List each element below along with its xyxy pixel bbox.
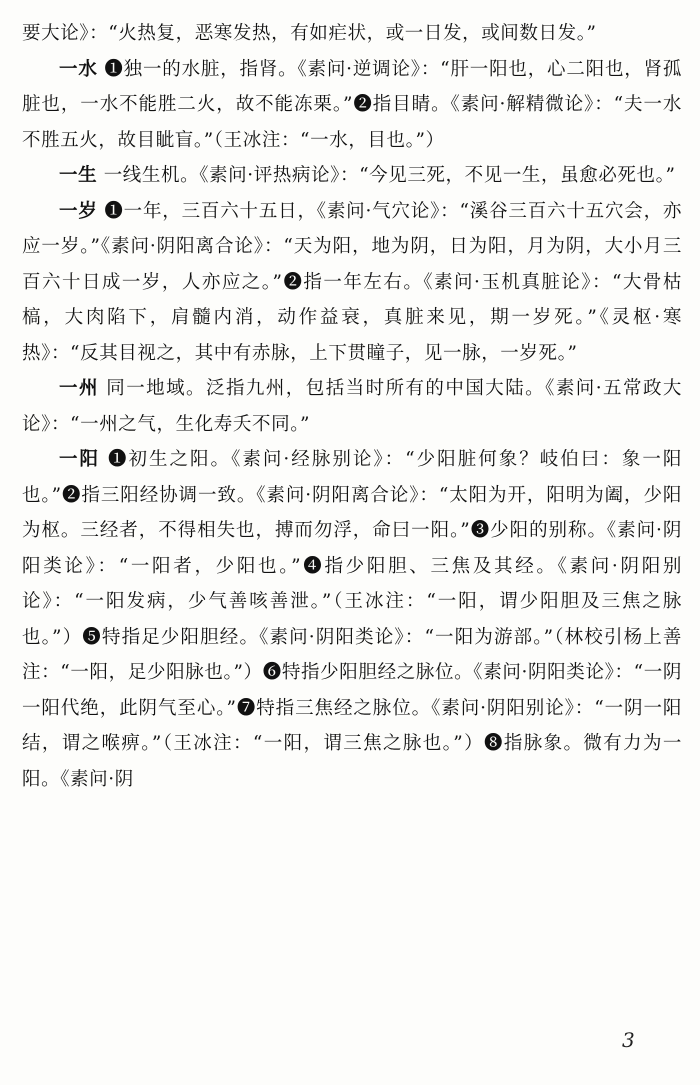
entry-headword: 一州: [59, 378, 99, 399]
entry-text: 一线生机。《素问·评热病论》：“今见三死，不见一生，虽愈必死也。”: [103, 165, 676, 186]
entry-text: 要大论》：“火热复，恶寒发热，有如疟状，或一日发，或间数日发。”: [22, 23, 597, 44]
entry-headword: 一阳: [59, 449, 101, 470]
entry-yiyang: [22, 442, 682, 797]
entry-headword: 一水: [59, 58, 98, 80]
entry-text: ❶独一的水脏，指肾。《素问·逆调论》：“肝一阳也，心二阳也，肾孤脏也，一水不能胜二火，故不能冻栗。”❷指目睛。《素问·解精微论》：“夫一水不胜五火，故目眦盲。”（王冰注：“一水，目也。”）: [22, 58, 683, 151]
entry-text: ❶一年，三百六十五日，《素问·气穴论》：“溪谷三百六十五穴会，亦应一岁。”《素问·阴阳离合论》：“天为阳，地为阴，日为阳，月为阴，大小月三百六十日成一岁，人亦应之。”❷指一年左右。《素问·玉机真脏论》：“大骨枯槁，大肉陷下，肩髓内消，动作益衰，真脏来见，期一岁死。”《灵枢·寒热》：“反其目视之，其中有赤脉，上下贯瞳子，见一脉，一岁死。”: [22, 200, 683, 364]
entry-headword: 一岁: [59, 200, 98, 222]
page-number: 3: [622, 1028, 635, 1052]
entry-yisheng: [22, 158, 682, 194]
entry-yizhou: [22, 371, 682, 442]
entry-yisui: [22, 194, 682, 372]
entry-continuation: [22, 16, 682, 52]
dictionary-page: [22, 16, 682, 797]
entry-headword: 一生: [59, 165, 98, 186]
entry-text: 同一地域。泛指九州，包括当时所有的中国大陆。《素问·五常政大论》：“一州之气，生化寿夭不同。”: [22, 378, 683, 435]
entry-yishui: [22, 52, 682, 159]
entry-text: ❶初生之阳。《素问·经脉别论》：“少阳脏何象？岐伯曰：象一阳也。”❷指三阳经协调一致。《素问·阴阳离合论》：“太阳为开，阳明为阖，少阳为枢。三经者，不得相失也，搏而勿浮，命曰一阳。”❸少阳的别称。《素问·阴阳类论》：“一阳者，少阳也。”❹指少阳胆、三焦及其经。《素问·阴阳别论》：“一阳发病，少气善咳善泄。”（王冰注：“一阳，谓少阳胆及三焦之脉也。”）❺特指足少阳胆经。《素问·阴阳类论》：“一阳为游部。”（林校引杨上善注：“一阳，足少阳脉也。”）❻特指少阳胆经之脉位。《素问·阴阳类论》：“一阴一阳代绝，此阴气至心。”❼特指三焦经之脉位。《素问·阴阳别论》：“一阴一阳结，谓之喉痹。”（王冰注：“一阳，谓三焦之脉也。”）❽指脉象。微有力为一阳。《素问·阴: [22, 449, 682, 790]
